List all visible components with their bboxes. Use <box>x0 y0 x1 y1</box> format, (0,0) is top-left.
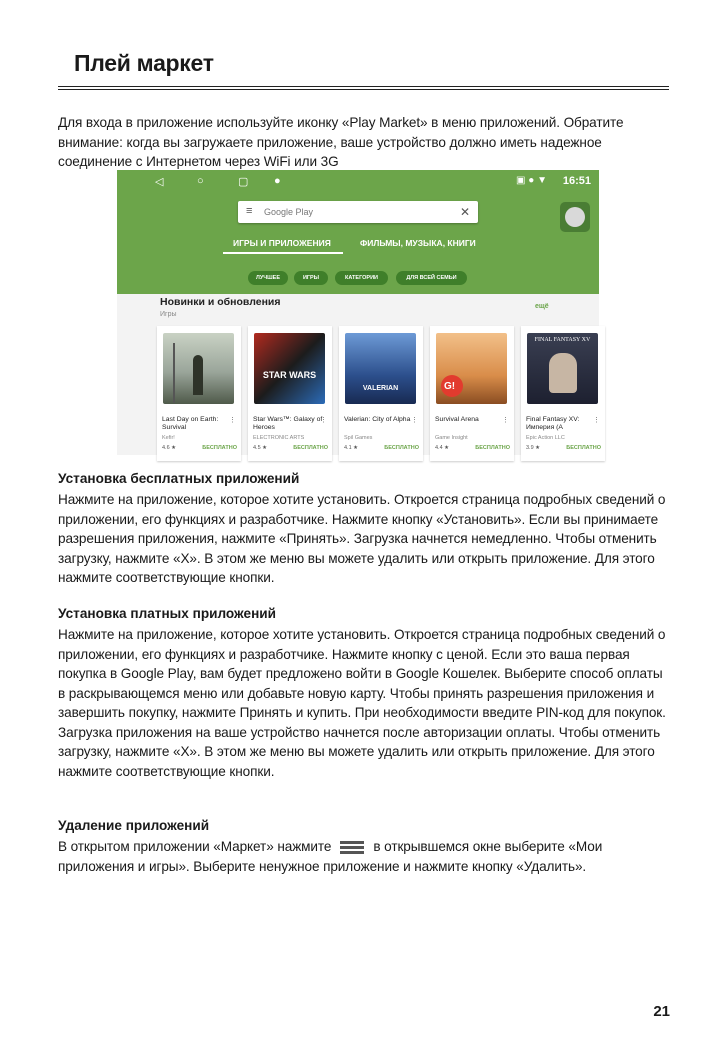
app-name: Last Day on Earth: Survival <box>162 416 219 431</box>
app-developer: ELECTRONIC ARTS <box>253 435 305 441</box>
more-link[interactable]: ещё <box>535 303 549 310</box>
intro-paragraph: Для входа в приложение используйте иконку «Play Market» в меню приложений. Обратите внимание: когда вы загружаете приложение, ваше устройство должно иметь надежное соединение с Интернетом через WiFi или 3G <box>58 115 624 169</box>
app-card[interactable] <box>248 326 332 461</box>
art-text: G! <box>444 381 456 392</box>
app-name: Final Fantasy XV: Империя (A <box>526 416 580 431</box>
tab-indicator <box>223 252 343 254</box>
app-art-final-fantasy <box>527 333 598 404</box>
title-rule-top <box>58 86 669 87</box>
paragraph-free-apps: Нажмите на приложение, которое хотите установить. Откроется страница подробных сведений о приложении, его функциях и разработчике. Нажмите кнопку «Установить». Если вы принимаете разрешения приложения, нажмите «Принять». Загрузка начнется немедленно. Чтобы отменить загрузку, нажмите «X». В этом же меню вы можете удалить или открыть приложение. Для этого нажмите соответствующие кнопки. <box>58 492 666 585</box>
page-number: 21 <box>653 1003 670 1020</box>
app-art-last-day <box>163 333 234 404</box>
delete-text-before: В открытом приложении «Маркет» нажмите <box>58 839 332 854</box>
chip-games[interactable]: ИГРЫ <box>294 271 328 285</box>
app-art-star-wars <box>254 333 325 404</box>
art-text: VALERIAN <box>362 385 399 392</box>
heading-free-apps: Установка бесплатных приложений <box>58 471 300 486</box>
more-vert-icon[interactable]: ⋮ <box>411 417 418 424</box>
chip-categories[interactable]: КАТЕГОРИИ <box>335 271 388 285</box>
chip-family[interactable]: ДЛЯ ВСЕЙ СЕМЬИ <box>396 271 467 285</box>
app-notification-icon: ● <box>274 175 281 187</box>
play-market-screenshot <box>117 170 599 455</box>
section-subtitle: Игры <box>160 311 177 318</box>
search-placeholder: Google Play <box>264 207 314 217</box>
app-rating: 4.1 ★ <box>344 445 359 451</box>
app-price: БЕСПЛАТНО <box>475 445 510 451</box>
app-developer: Game Insight <box>435 435 468 441</box>
app-name: Valerian: City of Alpha <box>344 416 411 423</box>
app-card[interactable] <box>339 326 423 461</box>
app-rating: 4.4 ★ <box>435 445 450 451</box>
more-vert-icon[interactable]: ⋮ <box>320 417 327 424</box>
wifi-icon: ▣ ● ▼ <box>516 175 547 186</box>
app-price: БЕСПЛАТНО <box>293 445 328 451</box>
hamburger-menu-icon <box>340 841 364 854</box>
app-card[interactable] <box>157 326 241 461</box>
title-rule-bottom <box>58 89 669 90</box>
paragraph-delete-apps <box>58 837 670 876</box>
art-text: FINAL FANTASY XV <box>534 337 591 343</box>
app-developer: Kefir! <box>162 435 175 441</box>
app-rating: 4.6 ★ <box>162 445 177 451</box>
hamburger-menu-icon[interactable]: ≡ <box>246 205 253 217</box>
app-art-valerian <box>345 333 416 404</box>
more-vert-icon[interactable]: ⋮ <box>502 417 509 424</box>
delete-text-after: в открывшемся окне выберите «Мои приложения и игры». Выберите ненужное приложение и нажмите кнопку «Удалить». <box>58 839 603 874</box>
art-text: STAR WARS <box>262 370 317 380</box>
app-art-survival-arena <box>436 333 507 404</box>
app-price: БЕСПЛАТНО <box>566 445 601 451</box>
paragraph-paid-apps: Нажмите на приложение, которое хотите установить. Откроется страница подробных сведений о приложении, его функциях и разработчике. Нажмите кнопку с ценой. Если это ваша первая покупка в Google Play, вам будет предложено войти в Google Кошелек. Выберите способ оплаты в раскрывающемся меню или добавьте новую карту. Чтобы принять разрешения приложения и завершить покупку, нажмите Принять и купить. При необходимости введите PIN-код для покупок. Загрузка приложения на ваше устройство начнется после авторизации оплаты. Чтобы отменить загрузку, нажмите «X». В этом же меню вы можете удалить или открыть приложение. Для этого нажмите соответствующие кнопки. <box>58 627 666 779</box>
tab-movies-music-books[interactable]: ФИЛЬМЫ, МУЗЫКА, КНИГИ <box>360 238 476 248</box>
more-vert-icon[interactable]: ⋮ <box>593 417 600 424</box>
status-bar <box>117 170 599 194</box>
app-name: Star Wars™: Galaxy of Heroes <box>253 416 323 431</box>
app-price: БЕСПЛАТНО <box>384 445 419 451</box>
heading-paid-apps: Установка платных приложений <box>58 606 277 621</box>
app-developer: Epic Action LLC <box>526 435 565 441</box>
app-card[interactable] <box>430 326 514 461</box>
chip-best[interactable]: ЛУЧШЕЕ <box>248 271 288 285</box>
section-title: Новинки и обновления <box>160 296 281 308</box>
close-icon[interactable]: ✕ <box>459 205 470 219</box>
home-circle-icon[interactable]: ○ <box>197 175 204 187</box>
back-triangle-icon[interactable]: ◁ <box>155 176 164 188</box>
clock: 16:51 <box>562 175 591 187</box>
tab-apps-games[interactable]: ИГРЫ И ПРИЛОЖЕНИЯ <box>233 238 331 248</box>
page-title: Плей маркет <box>74 50 214 76</box>
avatar[interactable] <box>560 202 590 232</box>
app-rating: 4.5 ★ <box>253 445 268 451</box>
app-developer: Spil Games <box>344 435 373 441</box>
app-price: БЕСПЛАТНО <box>202 445 237 451</box>
app-name: Survival Arena <box>435 416 479 423</box>
app-card[interactable] <box>521 326 605 461</box>
search-input[interactable] <box>238 201 478 223</box>
app-rating: 3.9 ★ <box>526 445 541 451</box>
heading-delete-apps: Удаление приложений <box>58 818 210 833</box>
more-vert-icon[interactable]: ⋮ <box>229 417 236 424</box>
recents-square-icon[interactable]: ▢ <box>238 176 249 188</box>
